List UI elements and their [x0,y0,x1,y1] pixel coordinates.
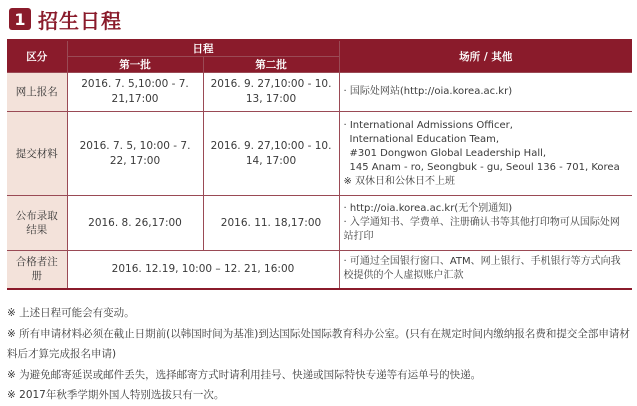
note-item: ※ 上述日程可能会有变动。 [7,307,135,319]
place-line: · 入学通知书、学费单、注册确认书等其他打印物可从国际处网站打印 [343,217,620,242]
place-line: 145 Anam - ro, Seongbuk - gu, Seoul 136 - 701, Korea [349,161,620,173]
batch2-date: 2016. 9. 27,10:00 - 10. 13, 17:00 [203,73,339,112]
batch1-date: 2016. 7. 5, 10:00 - 7. 22, 17:00 [67,112,203,196]
note-item: ※ 所有申请材料必须在截止日期前(以韩国时间为基准)到达国际处国际教育科办公室。(只有在规定时间内缴纳报名费和提交全部申请材料后才算完成报名申请) [7,327,630,360]
table-row [7,112,632,196]
section-header [9,4,122,34]
batch1-date: 2016. 7. 5,10:00 - 7. 21,17:00 [67,73,203,112]
table-row [7,251,632,289]
place-info [339,112,632,196]
place-info [339,251,632,289]
place-line: · International Admissions Officer, [343,119,513,131]
row-category: 合格者注册 [7,251,67,289]
header-schedule: 日程 [67,40,339,57]
batch2-date: 2016. 11. 18,17:00 [203,196,339,251]
section-title: 招生日程 [38,8,122,33]
place-line: ※ 双休日和公休日不上班 [343,175,456,187]
place-line: International Education Team, [349,133,500,145]
place-line: · 可通过全国银行窗口、ATM、网上银行、手机银行等方式向我校提供的个人虚拟账户汇款 [343,256,621,282]
place-info [339,196,632,251]
header-place: 场所 / 其他 [339,40,632,73]
batch2-date: 2016. 9. 27,10:00 - 10. 14, 17:00 [203,112,339,196]
schedule-table [7,39,632,290]
place-info [339,73,632,112]
row-category: 公布录取结果 [7,196,67,251]
section-number-badge: 1 [9,8,31,30]
place-line: #301 Dongwon Global Leadership Hall, [349,147,547,159]
header-batch1: 第一批 [67,57,203,73]
batch1-date: 2016. 8. 26,17:00 [67,196,203,251]
place-line: · 国际处网站(http://oia.korea.ac.kr) [343,86,513,97]
registration-date: 2016. 12.19, 10:00 – 12. 21, 16:00 [67,251,339,289]
notes [7,303,635,406]
note-item: ※ 为避免邮寄延误或邮件丢失，选择邮寄方式时请利用挂号、快递或国际特快专递等有运单号的快递。 [7,368,482,381]
header-category: 区分 [7,40,67,73]
place-line: · http://oia.korea.ac.kr(无个别通知) [343,203,513,214]
note-item: ※ 2017年秋季学期外国人特别选拔只有一次。 [7,389,225,401]
row-category: 提交材料 [7,112,67,196]
table-row [7,73,632,112]
header-batch2: 第二批 [203,57,339,73]
table-row [7,196,632,251]
row-category: 网上报名 [7,73,67,112]
